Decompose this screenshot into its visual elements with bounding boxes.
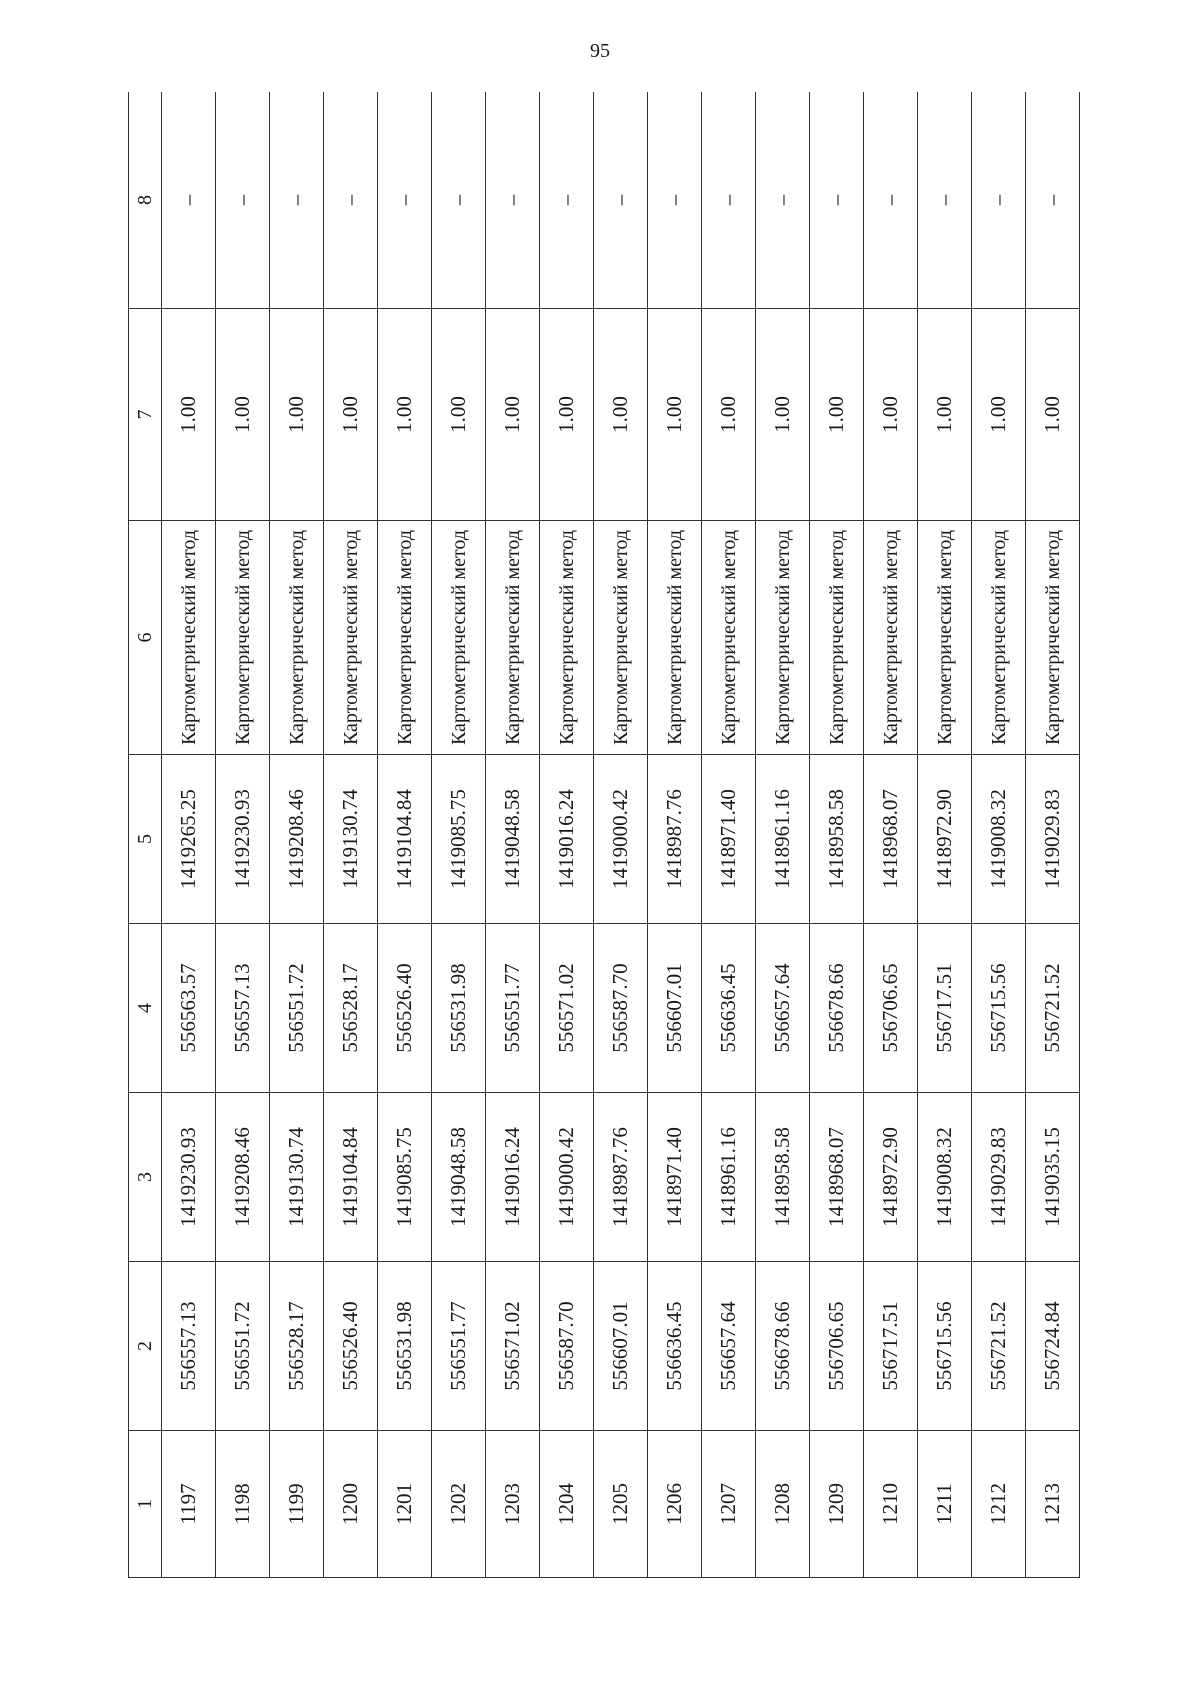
y-start-cell: 1418968.07 xyxy=(810,1093,864,1262)
y-end-cell: 1419230.93 xyxy=(216,755,270,924)
x-start-cell: 556551.77 xyxy=(432,1262,486,1431)
x-end-cell: 556717.51 xyxy=(918,924,972,1093)
page-number: 95 xyxy=(590,40,610,62)
point-number-cell: 1211 xyxy=(918,1431,972,1578)
x-end-cell: 556715.56 xyxy=(972,924,1026,1093)
x-end-cell: 556721.52 xyxy=(1026,924,1080,1093)
y-end-cell: 1418971.40 xyxy=(702,755,756,924)
x-start-cell: 556526.40 xyxy=(324,1262,378,1431)
x-end-cell: 556571.02 xyxy=(540,924,594,1093)
point-number-cell: 1212 xyxy=(972,1431,1026,1578)
note-cell: – xyxy=(270,92,324,309)
y-end-cell: 1419265.25 xyxy=(162,755,216,924)
y-start-cell: 1419035.15 xyxy=(1026,1093,1080,1262)
x-end-cell: 556657.64 xyxy=(756,924,810,1093)
method-cell: Картометрический метод xyxy=(756,521,810,755)
point-number-cell: 1197 xyxy=(162,1431,216,1578)
method-cell: Картометрический метод xyxy=(972,521,1026,755)
accuracy-cell: 1.00 xyxy=(162,309,216,521)
note-cell: – xyxy=(1026,92,1080,309)
point-number-cell: 1199 xyxy=(270,1431,324,1578)
table-row xyxy=(864,92,918,1578)
x-end-cell: 556678.66 xyxy=(810,924,864,1093)
point-number-cell: 1210 xyxy=(864,1431,918,1578)
x-start-cell: 556557.13 xyxy=(162,1262,216,1431)
table-row xyxy=(810,92,864,1578)
point-number-cell: 1200 xyxy=(324,1431,378,1578)
x-end-cell: 556706.65 xyxy=(864,924,918,1093)
column-header-6: 6 xyxy=(129,521,162,755)
method-cell: Картометрический метод xyxy=(810,521,864,755)
y-start-cell: 1419085.75 xyxy=(378,1093,432,1262)
y-start-cell: 1419029.83 xyxy=(972,1093,1026,1262)
y-end-cell: 1418961.16 xyxy=(756,755,810,924)
table-row xyxy=(972,92,1026,1578)
y-start-cell: 1419230.93 xyxy=(162,1093,216,1262)
column-header-8: 8 xyxy=(129,92,162,309)
note-cell: – xyxy=(486,92,540,309)
x-end-cell: 556528.17 xyxy=(324,924,378,1093)
method-cell: Картометрический метод xyxy=(378,521,432,755)
y-start-cell: 1419000.42 xyxy=(540,1093,594,1262)
point-number-cell: 1207 xyxy=(702,1431,756,1578)
x-end-cell: 556557.13 xyxy=(216,924,270,1093)
note-cell: – xyxy=(594,92,648,309)
accuracy-cell: 1.00 xyxy=(702,309,756,521)
note-cell: – xyxy=(864,92,918,309)
note-cell: – xyxy=(648,92,702,309)
x-start-cell: 556706.65 xyxy=(810,1262,864,1431)
method-cell: Картометрический метод xyxy=(918,521,972,755)
column-header-7: 7 xyxy=(129,309,162,521)
y-start-cell: 1418972.90 xyxy=(864,1093,918,1262)
column-header-1: 1 xyxy=(129,1431,162,1578)
table-row xyxy=(594,92,648,1578)
y-end-cell: 1419016.24 xyxy=(540,755,594,924)
accuracy-cell: 1.00 xyxy=(486,309,540,521)
x-end-cell: 556551.77 xyxy=(486,924,540,1093)
y-end-cell: 1419130.74 xyxy=(324,755,378,924)
coordinates-table xyxy=(128,92,1080,1578)
y-end-cell: 1419208.46 xyxy=(270,755,324,924)
y-start-cell: 1418971.40 xyxy=(648,1093,702,1262)
method-cell: Картометрический метод xyxy=(432,521,486,755)
note-cell: – xyxy=(432,92,486,309)
point-number-cell: 1203 xyxy=(486,1431,540,1578)
table-row xyxy=(918,92,972,1578)
x-start-cell: 556607.01 xyxy=(594,1262,648,1431)
y-end-cell: 1418958.58 xyxy=(810,755,864,924)
table-row xyxy=(756,92,810,1578)
table-row xyxy=(702,92,756,1578)
note-cell: – xyxy=(378,92,432,309)
point-number-cell: 1202 xyxy=(432,1431,486,1578)
y-end-cell: 1419085.75 xyxy=(432,755,486,924)
method-cell: Картометрический метод xyxy=(1026,521,1080,755)
y-end-cell: 1419104.84 xyxy=(378,755,432,924)
table-row xyxy=(648,92,702,1578)
table-row xyxy=(378,92,432,1578)
point-number-cell: 1204 xyxy=(540,1431,594,1578)
column-header-2: 2 xyxy=(129,1262,162,1431)
x-end-cell: 556526.40 xyxy=(378,924,432,1093)
accuracy-cell: 1.00 xyxy=(648,309,702,521)
method-cell: Картометрический метод xyxy=(540,521,594,755)
method-cell: Картометрический метод xyxy=(216,521,270,755)
note-cell: – xyxy=(216,92,270,309)
note-cell: – xyxy=(810,92,864,309)
table-row xyxy=(486,92,540,1578)
accuracy-cell: 1.00 xyxy=(972,309,1026,521)
note-cell: – xyxy=(162,92,216,309)
accuracy-cell: 1.00 xyxy=(594,309,648,521)
x-end-cell: 556531.98 xyxy=(432,924,486,1093)
note-cell: – xyxy=(324,92,378,309)
table-row xyxy=(324,92,378,1578)
method-cell: Картометрический метод xyxy=(864,521,918,755)
accuracy-cell: 1.00 xyxy=(810,309,864,521)
y-end-cell: 1418972.90 xyxy=(918,755,972,924)
x-start-cell: 556551.72 xyxy=(216,1262,270,1431)
note-cell: – xyxy=(972,92,1026,309)
y-start-cell: 1419130.74 xyxy=(270,1093,324,1262)
x-start-cell: 556678.66 xyxy=(756,1262,810,1431)
x-end-cell: 556587.70 xyxy=(594,924,648,1093)
accuracy-cell: 1.00 xyxy=(540,309,594,521)
x-start-cell: 556715.56 xyxy=(918,1262,972,1431)
accuracy-cell: 1.00 xyxy=(1026,309,1080,521)
table-body xyxy=(162,92,1080,1578)
note-cell: – xyxy=(702,92,756,309)
note-cell: – xyxy=(540,92,594,309)
accuracy-cell: 1.00 xyxy=(270,309,324,521)
header-row xyxy=(129,92,162,1578)
accuracy-cell: 1.00 xyxy=(756,309,810,521)
y-end-cell: 1419029.83 xyxy=(1026,755,1080,924)
y-start-cell: 1419208.46 xyxy=(216,1093,270,1262)
x-end-cell: 556551.72 xyxy=(270,924,324,1093)
x-end-cell: 556563.57 xyxy=(162,924,216,1093)
y-end-cell: 1418987.76 xyxy=(648,755,702,924)
accuracy-cell: 1.00 xyxy=(324,309,378,521)
method-cell: Картометрический метод xyxy=(594,521,648,755)
column-header-5: 5 xyxy=(129,755,162,924)
accuracy-cell: 1.00 xyxy=(918,309,972,521)
point-number-cell: 1205 xyxy=(594,1431,648,1578)
column-header-3: 3 xyxy=(129,1093,162,1262)
table-row xyxy=(162,92,216,1578)
table-row xyxy=(1026,92,1080,1578)
x-start-cell: 556531.98 xyxy=(378,1262,432,1431)
y-end-cell: 1419048.58 xyxy=(486,755,540,924)
y-start-cell: 1418987.76 xyxy=(594,1093,648,1262)
y-end-cell: 1419008.32 xyxy=(972,755,1026,924)
method-cell: Картометрический метод xyxy=(702,521,756,755)
table-row xyxy=(432,92,486,1578)
y-start-cell: 1418961.16 xyxy=(702,1093,756,1262)
point-number-cell: 1213 xyxy=(1026,1431,1080,1578)
method-cell: Картометрический метод xyxy=(324,521,378,755)
method-cell: Картометрический метод xyxy=(162,521,216,755)
note-cell: – xyxy=(756,92,810,309)
method-cell: Картометрический метод xyxy=(486,521,540,755)
note-cell: – xyxy=(918,92,972,309)
point-number-cell: 1209 xyxy=(810,1431,864,1578)
method-cell: Картометрический метод xyxy=(270,521,324,755)
accuracy-cell: 1.00 xyxy=(378,309,432,521)
x-start-cell: 556636.45 xyxy=(648,1262,702,1431)
x-start-cell: 556528.17 xyxy=(270,1262,324,1431)
table-container xyxy=(128,92,1080,1578)
x-start-cell: 556724.84 xyxy=(1026,1262,1080,1431)
y-start-cell: 1418958.58 xyxy=(756,1093,810,1262)
column-header-4: 4 xyxy=(129,924,162,1093)
x-start-cell: 556587.70 xyxy=(540,1262,594,1431)
y-start-cell: 1419048.58 xyxy=(432,1093,486,1262)
x-start-cell: 556657.64 xyxy=(702,1262,756,1431)
accuracy-cell: 1.00 xyxy=(432,309,486,521)
y-end-cell: 1419000.42 xyxy=(594,755,648,924)
x-end-cell: 556636.45 xyxy=(702,924,756,1093)
table-row xyxy=(270,92,324,1578)
accuracy-cell: 1.00 xyxy=(864,309,918,521)
point-number-cell: 1206 xyxy=(648,1431,702,1578)
x-start-cell: 556721.52 xyxy=(972,1262,1026,1431)
point-number-cell: 1208 xyxy=(756,1431,810,1578)
table-row xyxy=(216,92,270,1578)
x-end-cell: 556607.01 xyxy=(648,924,702,1093)
y-end-cell: 1418968.07 xyxy=(864,755,918,924)
point-number-cell: 1201 xyxy=(378,1431,432,1578)
x-start-cell: 556717.51 xyxy=(864,1262,918,1431)
y-start-cell: 1419016.24 xyxy=(486,1093,540,1262)
point-number-cell: 1198 xyxy=(216,1431,270,1578)
accuracy-cell: 1.00 xyxy=(216,309,270,521)
method-cell: Картометрический метод xyxy=(648,521,702,755)
y-start-cell: 1419008.32 xyxy=(918,1093,972,1262)
table-row xyxy=(540,92,594,1578)
y-start-cell: 1419104.84 xyxy=(324,1093,378,1262)
x-start-cell: 556571.02 xyxy=(486,1262,540,1431)
